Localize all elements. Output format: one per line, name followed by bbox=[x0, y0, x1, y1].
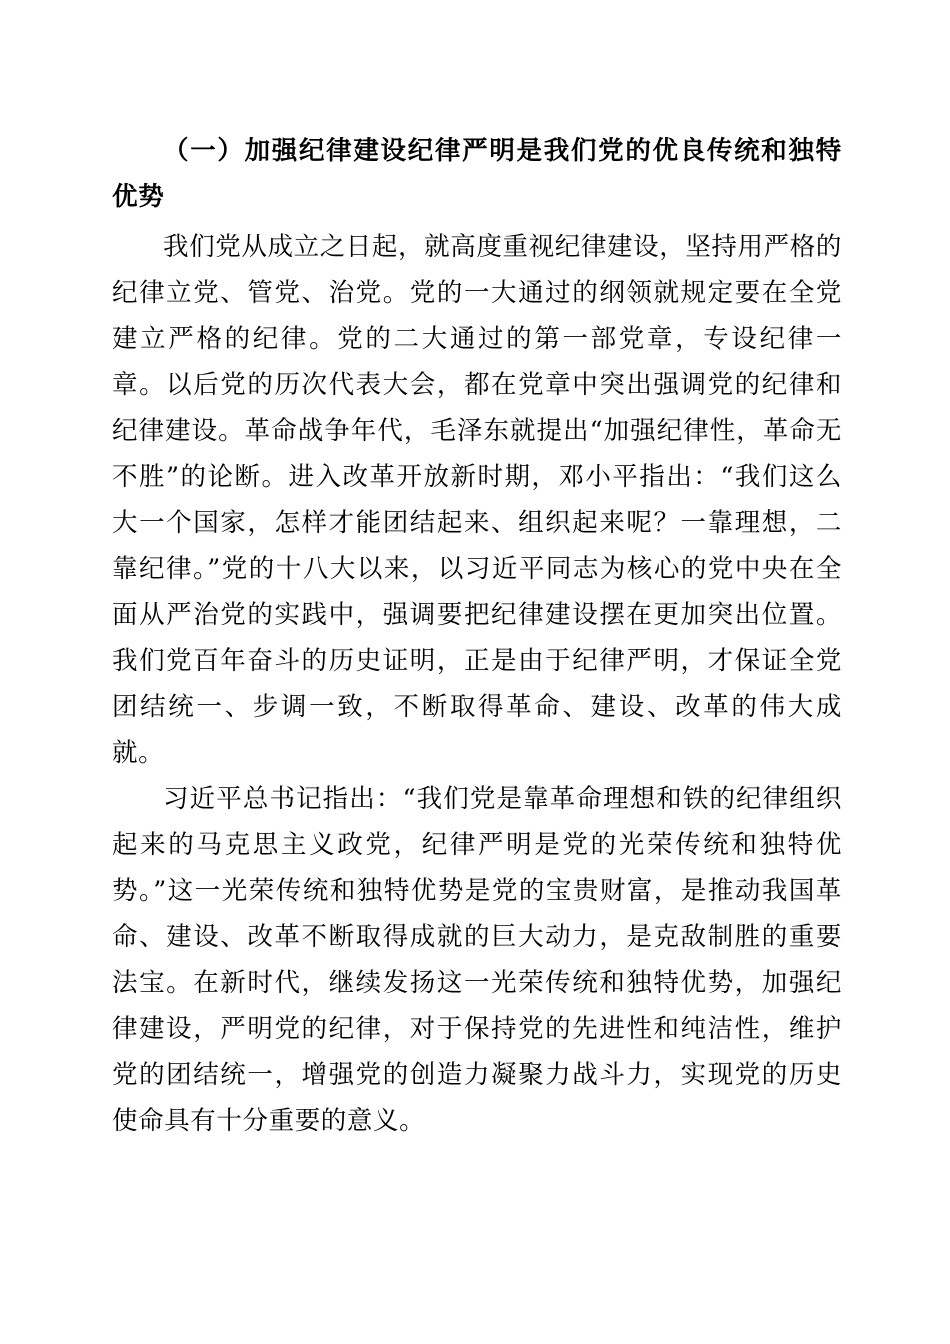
paragraph: 习近平总书记指出：“我们党是靠革命理想和铁的纪律组织起来的马克思主义政党，纪律严明是党的光荣传统和独特优势。”这一光荣传统和独特优势是党的宝贵财富，是推动我国革命、建设、改革不断取得成就的巨大动力，是克敌制胜的重要法宝。在新时代，继续发扬这一光荣传统和独特优势，加强纪律建设，严明党的纪律，对于保持党的先进性和纯洁性，维护党的团结统一，增强党的创造力凝聚力战斗力，实现党的历史使命具有十分重要的意义。 bbox=[112, 784, 842, 1136]
document-body bbox=[112, 128, 842, 1144]
paragraph: 我们党从成立之日起，就高度重视纪律建设，坚持用严格的纪律立党、管党、治党。党的一大通过的纲领就规定要在全党建立严格的纪律。党的二大通过的第一部党章，专设纪律一章。以后党的历次代表大会，都在党章中突出强调党的纪律和纪律建设。革命战争年代，毛泽东就提出“加强纪律性，革命无不胜”的论断。进入改革开放新时期，邓小平指出：“我们这么大一个国家，怎样才能团结起来、组织起来呢？一靠理想，二靠纪律。”党的十八大以来，以习近平同志为核心的党中央在全面从严治党的实践中，强调要把纪律建设摆在更加突出位置。我们党百年奋斗的历史证明，正是由于纪律严明，才保证全党团结统一、步调一致，不断取得革命、建设、改革的伟大成就。 bbox=[112, 232, 842, 768]
section-heading: （一）加强纪律建设纪律严明是我们党的优良传统和独特优势 bbox=[112, 136, 842, 212]
